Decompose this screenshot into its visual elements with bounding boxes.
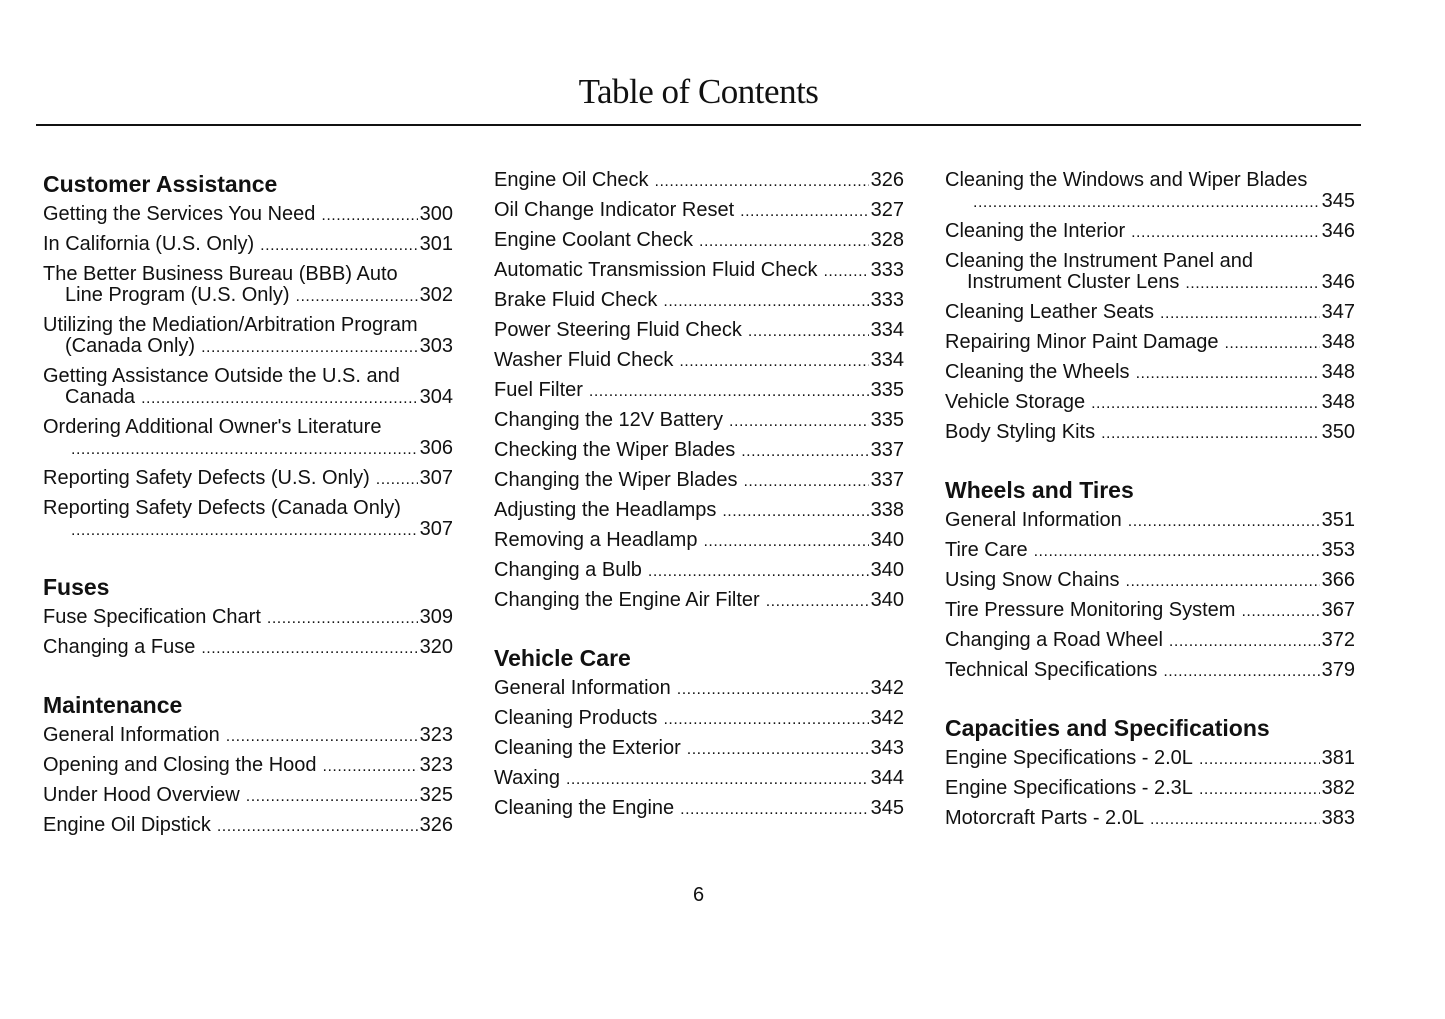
entry-leader-line — [945, 422, 1355, 444]
toc-entry[interactable] — [43, 315, 453, 366]
entry-page-number[interactable]: 372 — [1321, 629, 1355, 651]
entry-leader-line — [494, 678, 904, 700]
entry-leader-line — [43, 387, 453, 409]
entry-page-number[interactable]: 337 — [870, 439, 904, 461]
entry-page-number[interactable]: 337 — [870, 469, 904, 491]
entry-title-line — [43, 498, 453, 519]
entry-title: Changing the 12V Battery — [494, 409, 724, 431]
toc-column-3 — [945, 170, 1355, 862]
entry-title: Engine Coolant Check — [494, 229, 694, 251]
toc-entry[interactable] — [945, 302, 1355, 332]
entry-leader-line — [945, 778, 1355, 800]
entry-leader-line — [494, 798, 904, 820]
toc-section — [43, 691, 453, 845]
entry-page-number[interactable]: 323 — [419, 754, 453, 776]
toc-section — [945, 714, 1355, 838]
dot-leader — [267, 607, 418, 629]
entry-leader-line — [494, 440, 904, 462]
dot-leader — [71, 438, 418, 460]
toc-entry[interactable] — [494, 350, 904, 380]
dot-leader — [663, 708, 868, 730]
entry-leader-line — [494, 708, 904, 730]
entry-page-number[interactable]: 348 — [1321, 331, 1355, 353]
entry-page-number[interactable]: 303 — [419, 335, 453, 357]
toc-column-1 — [43, 170, 453, 869]
entry-title: Cleaning the Engine — [494, 797, 675, 819]
toc-entry[interactable] — [945, 422, 1355, 452]
entry-title: In California (U.S. Only) — [43, 233, 255, 255]
toc-entry[interactable] — [43, 417, 453, 468]
toc-entry[interactable] — [43, 725, 453, 755]
toc-entry[interactable] — [945, 808, 1355, 838]
toc-entry[interactable] — [494, 500, 904, 530]
section-heading: Maintenance — [43, 692, 183, 718]
entry-page-number[interactable]: 345 — [1321, 190, 1355, 212]
toc-entry[interactable] — [494, 170, 904, 200]
entry-page-number[interactable]: 345 — [870, 797, 904, 819]
entry-title: Getting Assistance Outside the U.S. and — [43, 365, 400, 387]
dot-leader — [1034, 540, 1320, 562]
entry-title: Automatic Transmission Fluid Check — [494, 259, 818, 281]
dot-leader — [823, 260, 868, 282]
entry-leader-line — [945, 332, 1355, 354]
dot-leader — [663, 290, 868, 312]
dot-leader — [226, 725, 418, 747]
entry-page-number[interactable]: 382 — [1321, 777, 1355, 799]
toc-section — [43, 573, 453, 667]
entry-title: Changing the Engine Air Filter — [494, 589, 760, 611]
dot-leader — [1199, 748, 1320, 770]
dot-leader — [141, 387, 418, 409]
entry-page-number[interactable]: 326 — [870, 169, 904, 191]
toc-entry[interactable] — [945, 392, 1355, 422]
toc-entry[interactable] — [494, 530, 904, 560]
entry-title: Getting the Services You Need — [43, 203, 316, 225]
entry-page-number[interactable]: 347 — [1321, 301, 1355, 323]
toc-entry[interactable] — [494, 768, 904, 798]
entry-title: Utilizing the Mediation/Arbitration Program — [43, 314, 418, 336]
entry-leader-line — [945, 748, 1355, 770]
entry-title: Tire Care — [945, 539, 1028, 561]
entry-page-number[interactable]: 350 — [1321, 421, 1355, 443]
entry-title: Engine Specifications - 2.3L — [945, 777, 1193, 799]
toc-entry[interactable] — [945, 748, 1355, 778]
entry-leader-line — [43, 285, 453, 307]
entry-title: Removing a Headlamp — [494, 529, 698, 551]
toc-section — [494, 170, 904, 620]
entry-title: Reporting Safety Defects (Canada Only) — [43, 497, 401, 519]
dot-leader — [321, 204, 417, 226]
entry-page-number[interactable]: 351 — [1321, 509, 1355, 531]
dot-leader — [703, 530, 868, 552]
dot-leader — [1185, 272, 1319, 294]
entry-title: Washer Fluid Check — [494, 349, 674, 371]
dot-leader — [743, 470, 868, 492]
entry-title-line — [43, 264, 453, 285]
toc-entry[interactable] — [945, 332, 1355, 362]
entry-leader-line — [494, 260, 904, 282]
entry-title: Ordering Additional Owner's Literature — [43, 416, 382, 438]
entry-title-continued: Canada — [65, 386, 136, 408]
title-divider — [36, 124, 1361, 126]
section-heading: Wheels and Tires — [945, 477, 1134, 503]
entry-leader-line — [43, 637, 453, 659]
entry-title: Body Styling Kits — [945, 421, 1096, 443]
dot-leader — [71, 519, 418, 541]
toc-entry[interactable] — [494, 440, 904, 470]
toc-entry[interactable] — [945, 630, 1355, 660]
entry-title: Engine Oil Check — [494, 169, 649, 191]
entry-title: Cleaning the Wheels — [945, 361, 1130, 383]
entry-title: Opening and Closing the Hood — [43, 754, 317, 776]
dot-leader — [740, 200, 868, 222]
entry-leader-line — [43, 607, 453, 629]
entry-title: Repairing Minor Paint Damage — [945, 331, 1219, 353]
entry-title: Engine Oil Dipstick — [43, 814, 211, 836]
entry-title: Oil Change Indicator Reset — [494, 199, 735, 221]
dot-leader — [741, 440, 868, 462]
dot-leader — [1163, 660, 1319, 682]
entry-page-number[interactable]: 338 — [870, 499, 904, 521]
toc-entry[interactable] — [43, 785, 453, 815]
toc-entry[interactable] — [43, 366, 453, 417]
entry-leader-line — [494, 380, 904, 402]
entry-page-number[interactable]: 348 — [1321, 361, 1355, 383]
dot-leader — [1224, 332, 1319, 354]
entry-page-number[interactable]: 366 — [1321, 569, 1355, 591]
toc-entry[interactable] — [43, 234, 453, 264]
toc-entry[interactable] — [494, 290, 904, 320]
section-heading: Vehicle Care — [494, 645, 631, 671]
dot-leader — [246, 785, 418, 807]
dot-leader — [201, 336, 418, 358]
entry-title: Tire Pressure Monitoring System — [945, 599, 1236, 621]
dot-leader — [748, 320, 869, 342]
entry-page-number[interactable]: 343 — [870, 737, 904, 759]
dot-leader — [973, 191, 1320, 213]
entry-page-number[interactable]: 307 — [419, 467, 453, 489]
toc-entry[interactable] — [945, 600, 1355, 630]
toc-entry[interactable] — [945, 170, 1355, 221]
entry-title: Engine Specifications - 2.0L — [945, 747, 1193, 769]
entry-title: Cleaning Leather Seats — [945, 301, 1155, 323]
entry-title: Changing the Wiper Blades — [494, 469, 738, 491]
entry-leader-line — [945, 660, 1355, 682]
toc-entry[interactable] — [945, 251, 1355, 302]
dot-leader — [677, 678, 869, 700]
entry-page-number[interactable]: 340 — [870, 529, 904, 551]
section-heading: Fuses — [43, 574, 110, 600]
entry-page-number[interactable]: 333 — [870, 289, 904, 311]
entry-leader-line — [945, 630, 1355, 652]
toc-section — [43, 170, 453, 549]
entry-page-number[interactable]: 307 — [419, 518, 453, 540]
entry-page-number[interactable]: 301 — [419, 233, 453, 255]
entry-page-number[interactable]: 328 — [870, 229, 904, 251]
entry-leader-line — [43, 519, 453, 541]
entry-title: Cleaning the Exterior — [494, 737, 681, 759]
entry-title: Motorcraft Parts - 2.0L — [945, 807, 1144, 829]
dot-leader — [376, 468, 418, 490]
dot-leader — [1199, 778, 1320, 800]
dot-leader — [296, 285, 418, 307]
entry-title: Changing a Road Wheel — [945, 629, 1163, 651]
entry-page-number[interactable]: 334 — [870, 349, 904, 371]
entry-leader-line — [43, 755, 453, 777]
toc-entry[interactable] — [945, 660, 1355, 690]
entry-page-number[interactable]: 323 — [419, 724, 453, 746]
dot-leader — [680, 798, 868, 820]
entry-leader-line — [494, 738, 904, 760]
entry-leader-line — [494, 500, 904, 522]
entry-leader-line — [494, 200, 904, 222]
dot-leader — [1150, 808, 1320, 830]
entry-title: Under Hood Overview — [43, 784, 240, 806]
entry-title: Vehicle Storage — [945, 391, 1086, 413]
entry-title: Adjusting the Headlamps — [494, 499, 717, 521]
entry-page-number[interactable]: 304 — [419, 386, 453, 408]
dot-leader — [1128, 510, 1320, 532]
entry-leader-line — [43, 234, 453, 256]
entry-title: General Information — [494, 677, 671, 699]
entry-page-number[interactable]: 302 — [419, 284, 453, 306]
dot-leader — [1126, 570, 1320, 592]
entry-title: General Information — [43, 724, 220, 746]
entry-leader-line — [945, 570, 1355, 592]
entry-page-number[interactable]: 346 — [1321, 220, 1355, 242]
dot-leader — [1131, 221, 1320, 243]
entry-leader-line — [43, 725, 453, 747]
entry-title: Reporting Safety Defects (U.S. Only) — [43, 467, 370, 489]
toc-entry[interactable] — [945, 570, 1355, 600]
toc-section — [945, 170, 1355, 452]
entry-leader-line — [945, 302, 1355, 324]
page-number: 6 — [692, 884, 705, 906]
entry-leader-line — [43, 785, 453, 807]
toc-column-2 — [494, 170, 904, 852]
entry-page-number[interactable]: 320 — [419, 636, 453, 658]
page-title: Table of Contents — [578, 72, 819, 111]
entry-title-line — [43, 366, 453, 387]
entry-title: Using Snow Chains — [945, 569, 1120, 591]
dot-leader — [722, 500, 868, 522]
entry-page-number[interactable]: 342 — [870, 677, 904, 699]
toc-entry[interactable] — [494, 200, 904, 230]
toc-entry[interactable] — [494, 410, 904, 440]
entry-leader-line — [494, 320, 904, 342]
entry-leader-line — [494, 230, 904, 252]
entry-title-line — [945, 251, 1355, 272]
toc-entry[interactable] — [494, 708, 904, 738]
entry-page-number[interactable]: 342 — [870, 707, 904, 729]
dot-leader — [648, 560, 869, 582]
entry-title: Cleaning the Instrument Panel and — [945, 250, 1253, 272]
toc-entry[interactable] — [494, 230, 904, 260]
dot-leader — [687, 738, 869, 760]
entry-page-number[interactable]: 333 — [870, 259, 904, 281]
entry-page-number[interactable]: 381 — [1321, 747, 1355, 769]
entry-title: Changing a Fuse — [43, 636, 196, 658]
toc-entry[interactable] — [43, 264, 453, 315]
entry-leader-line — [43, 815, 453, 837]
entry-leader-line — [945, 540, 1355, 562]
entry-leader-line — [945, 600, 1355, 622]
toc-entry[interactable] — [43, 498, 453, 549]
dot-leader — [655, 170, 869, 192]
entry-page-number[interactable]: 335 — [870, 409, 904, 431]
dot-leader — [217, 815, 418, 837]
entry-page-number[interactable]: 346 — [1321, 271, 1355, 293]
entry-page-number[interactable]: 334 — [870, 319, 904, 341]
entry-leader-line — [494, 410, 904, 432]
toc-entry[interactable] — [43, 755, 453, 785]
entry-title: Changing a Bulb — [494, 559, 642, 581]
dot-leader — [1136, 362, 1320, 384]
entry-leader-line — [945, 221, 1355, 243]
toc-entry[interactable] — [494, 560, 904, 590]
toc-entry[interactable] — [945, 221, 1355, 251]
toc-entry[interactable] — [945, 540, 1355, 570]
entry-title-line — [43, 315, 453, 336]
dot-leader — [699, 230, 869, 252]
toc-section — [945, 476, 1355, 690]
entry-leader-line — [494, 590, 904, 612]
entry-leader-line — [494, 768, 904, 790]
entry-leader-line — [494, 170, 904, 192]
entry-title: Brake Fluid Check — [494, 289, 658, 311]
entry-title-continued: (Canada Only) — [65, 335, 196, 357]
dot-leader — [729, 410, 869, 432]
toc-entry[interactable] — [43, 815, 453, 845]
dot-leader — [1241, 600, 1319, 622]
entry-page-number[interactable]: 340 — [870, 589, 904, 611]
entry-title-continued: Instrument Cluster Lens — [967, 271, 1180, 293]
entry-title: Cleaning the Windows and Wiper Blades — [945, 169, 1308, 191]
toc-entry[interactable] — [494, 590, 904, 620]
entry-page-number[interactable]: 300 — [419, 203, 453, 225]
entry-leader-line — [43, 438, 453, 460]
entry-leader-line — [945, 392, 1355, 414]
entry-title-line — [43, 417, 453, 438]
entry-page-number[interactable]: 327 — [870, 199, 904, 221]
entry-leader-line — [43, 204, 453, 226]
toc-entry[interactable] — [43, 468, 453, 498]
dot-leader — [1169, 630, 1320, 652]
entry-page-number[interactable]: 326 — [419, 814, 453, 836]
entry-leader-line — [945, 191, 1355, 213]
entry-leader-line — [494, 470, 904, 492]
entry-leader-line — [43, 468, 453, 490]
entry-title: Waxing — [494, 767, 560, 789]
dot-leader — [1101, 422, 1320, 444]
dot-leader — [1091, 392, 1320, 414]
entry-title: Fuel Filter — [494, 379, 583, 401]
entry-page-number[interactable]: 325 — [419, 784, 453, 806]
dot-leader — [201, 637, 417, 659]
entry-leader-line — [494, 290, 904, 312]
toc-entry[interactable] — [494, 798, 904, 828]
entry-title: Checking the Wiper Blades — [494, 439, 736, 461]
entry-leader-line — [494, 560, 904, 582]
dot-leader — [766, 590, 869, 612]
entry-page-number[interactable]: 344 — [870, 767, 904, 789]
entry-page-number[interactable]: 379 — [1321, 659, 1355, 681]
entry-title: Technical Specifications — [945, 659, 1158, 681]
dot-leader — [679, 350, 868, 372]
entry-leader-line — [945, 272, 1355, 294]
toc-entry[interactable] — [945, 778, 1355, 808]
dot-leader — [323, 755, 418, 777]
entry-title: The Better Business Bureau (BBB) Auto — [43, 263, 398, 285]
toc-entry[interactable] — [494, 738, 904, 768]
entry-page-number[interactable]: 306 — [419, 437, 453, 459]
entry-page-number[interactable]: 367 — [1321, 599, 1355, 621]
toc-entry[interactable] — [494, 678, 904, 708]
toc-entry[interactable] — [43, 607, 453, 637]
entry-title: Power Steering Fluid Check — [494, 319, 742, 341]
toc-entry[interactable] — [945, 362, 1355, 392]
dot-leader — [1160, 302, 1320, 324]
entry-leader-line — [945, 510, 1355, 532]
entry-leader-line — [43, 336, 453, 358]
toc-entry[interactable] — [494, 260, 904, 290]
entry-title: General Information — [945, 509, 1122, 531]
entry-page-number[interactable]: 348 — [1321, 391, 1355, 413]
dot-leader — [589, 380, 869, 402]
dot-leader — [566, 768, 869, 790]
entry-leader-line — [945, 808, 1355, 830]
entry-page-number[interactable]: 335 — [870, 379, 904, 401]
toc-section — [494, 644, 904, 828]
entry-page-number[interactable]: 340 — [870, 559, 904, 581]
entry-page-number[interactable]: 309 — [419, 606, 453, 628]
section-heading: Customer Assistance — [43, 171, 278, 197]
entry-title: Fuse Specification Chart — [43, 606, 261, 628]
entry-title: Cleaning Products — [494, 707, 658, 729]
toc-entry[interactable] — [43, 204, 453, 234]
section-heading: Capacities and Specifications — [945, 715, 1270, 741]
toc-entry[interactable] — [494, 380, 904, 410]
entry-title: Cleaning the Interior — [945, 220, 1126, 242]
entry-leader-line — [945, 362, 1355, 384]
entry-title-line — [945, 170, 1355, 191]
dot-leader — [260, 234, 417, 256]
entry-leader-line — [494, 350, 904, 372]
toc-entry[interactable] — [494, 320, 904, 350]
entry-page-number[interactable]: 383 — [1321, 807, 1355, 829]
entry-leader-line — [494, 530, 904, 552]
entry-title-continued: Line Program (U.S. Only) — [65, 284, 290, 306]
toc-entry[interactable] — [494, 470, 904, 500]
entry-page-number[interactable]: 353 — [1321, 539, 1355, 561]
toc-entry[interactable] — [945, 510, 1355, 540]
toc-entry[interactable] — [43, 637, 453, 667]
